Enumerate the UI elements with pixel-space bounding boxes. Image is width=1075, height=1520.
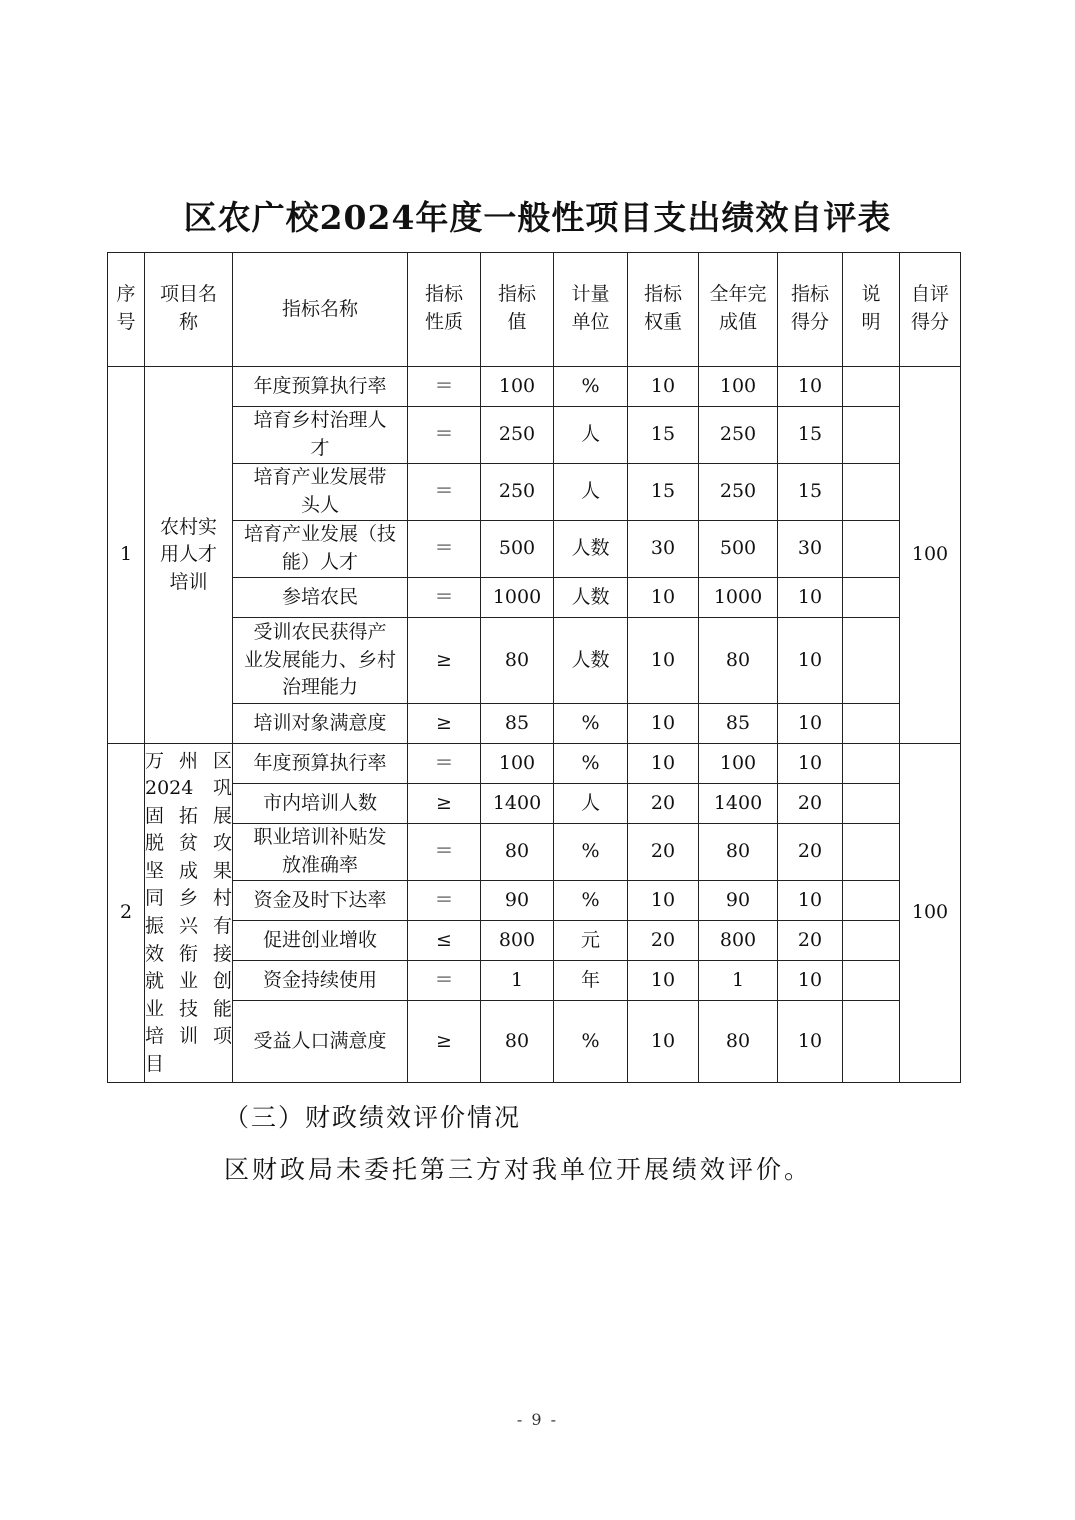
cell-nature: ＝ <box>408 407 481 464</box>
header-project: 项目名 称 <box>145 253 233 367</box>
cell-value: 1 <box>481 961 554 1001</box>
cell-indicator-name <box>233 921 408 961</box>
cell-completed: 90 <box>699 881 778 921</box>
cell-indicator-name <box>233 704 408 744</box>
cell-score: 15 <box>778 407 843 464</box>
cell-unit: % <box>554 744 628 784</box>
table-row <box>108 744 961 784</box>
cell-weight: 10 <box>628 704 699 744</box>
cell-seq: 2 <box>108 744 145 1083</box>
header-value: 指标 值 <box>481 253 554 367</box>
cell-value: 1400 <box>481 784 554 824</box>
project-name-line: 振 兴 有 <box>145 915 232 937</box>
table-row <box>108 1001 961 1083</box>
cell-indicator-name <box>233 407 408 464</box>
cell-weight: 20 <box>628 921 699 961</box>
indicator-name-line: 培育产业发展带 <box>253 466 387 489</box>
table-header-row <box>108 253 961 367</box>
cell-nature: ＝ <box>408 961 481 1001</box>
cell-score: 20 <box>778 921 843 961</box>
indicator-name-line: 放准确率 <box>281 854 358 876</box>
cell-project <box>145 744 233 1083</box>
cell-indicator-name <box>233 618 408 704</box>
cell-nature: ≥ <box>408 704 481 744</box>
cell-unit: % <box>554 367 628 407</box>
table-row <box>108 961 961 1001</box>
cell-weight: 15 <box>628 407 699 464</box>
cell-nature: ＝ <box>408 744 481 784</box>
cell-score: 20 <box>778 824 843 881</box>
project-name-line: 2024 巩 <box>145 777 232 800</box>
cell-note <box>843 744 900 784</box>
cell-project <box>145 367 233 744</box>
cell-score: 10 <box>778 618 843 704</box>
header-note: 说 明 <box>843 253 900 367</box>
cell-value: 85 <box>481 704 554 744</box>
cell-weight: 30 <box>628 521 699 578</box>
cell-score: 15 <box>778 464 843 521</box>
project-name-line: 目 <box>145 1052 165 1075</box>
cell-weight: 10 <box>628 744 699 784</box>
cell-completed: 100 <box>699 367 778 407</box>
cell-value: 80 <box>481 618 554 704</box>
cell-value: 250 <box>481 464 554 521</box>
indicator-name-line: 年度预算执行率 <box>253 374 387 397</box>
project-name-line: 同 乡 村 <box>145 887 232 910</box>
cell-completed: 500 <box>699 521 778 578</box>
cell-note <box>843 1001 900 1083</box>
project-name-line: 效 衔 接 <box>145 942 232 965</box>
cell-completed: 1 <box>699 961 778 1001</box>
cell-note <box>843 618 900 704</box>
project-name-line: 固 拓 展 <box>145 804 232 827</box>
cell-unit: 人 <box>554 407 628 464</box>
cell-indicator-name <box>233 784 408 824</box>
cell-nature: ＝ <box>408 367 481 407</box>
header-completed: 全年完 成值 <box>699 253 778 367</box>
table-row <box>108 367 961 407</box>
cell-value: 250 <box>481 407 554 464</box>
cell-unit: 人数 <box>554 521 628 578</box>
cell-score: 10 <box>778 367 843 407</box>
cell-indicator-name <box>233 961 408 1001</box>
indicator-name-line: 才 <box>310 437 330 459</box>
indicator-name-line: 受训农民获得产 <box>253 621 387 644</box>
table-row <box>108 704 961 744</box>
cell-weight: 15 <box>628 464 699 521</box>
indicator-name-line: 年度预算执行率 <box>253 751 387 774</box>
cell-score: 10 <box>778 961 843 1001</box>
indicator-name-line: 促进创业增收 <box>262 928 377 951</box>
cell-note <box>843 464 900 521</box>
header-seq: 序 号 <box>108 253 145 367</box>
section-heading: （三）财政绩效评价情况 <box>224 1103 522 1132</box>
table-row <box>108 824 961 881</box>
cell-score: 20 <box>778 784 843 824</box>
table-row <box>108 521 961 578</box>
cell-value: 800 <box>481 921 554 961</box>
cell-weight: 10 <box>628 618 699 704</box>
project-name-line: 培 训 项 <box>145 1025 232 1048</box>
project-name-line: 农村实 <box>159 515 217 538</box>
cell-note <box>843 881 900 921</box>
cell-weight: 10 <box>628 367 699 407</box>
project-name-line: 业 技 能 <box>145 997 232 1020</box>
cell-indicator-name <box>233 881 408 921</box>
indicator-name-line: 治理能力 <box>281 676 358 699</box>
cell-weight: 10 <box>628 961 699 1001</box>
cell-note <box>843 824 900 881</box>
cell-note <box>843 578 900 618</box>
cell-unit: 人数 <box>554 578 628 618</box>
header-score: 指标 得分 <box>778 253 843 367</box>
header-unit: 计量 单位 <box>554 253 628 367</box>
cell-nature: ≥ <box>408 1001 481 1083</box>
indicator-name-line: 受益人口满意度 <box>253 1029 387 1052</box>
project-name-line: 脱 贫 攻 <box>145 832 232 855</box>
cell-completed: 80 <box>699 1001 778 1083</box>
cell-nature: ＝ <box>408 881 481 921</box>
cell-self-score: 100 <box>900 367 961 744</box>
cell-unit: % <box>554 1001 628 1083</box>
cell-nature: ≥ <box>408 784 481 824</box>
indicator-name-line: 培育乡村治理人 <box>253 409 387 432</box>
cell-indicator-name <box>233 464 408 521</box>
cell-indicator-name <box>233 367 408 407</box>
cell-weight: 20 <box>628 784 699 824</box>
cell-nature: ＝ <box>408 464 481 521</box>
cell-value: 100 <box>481 367 554 407</box>
cell-note <box>843 407 900 464</box>
table-row <box>108 464 961 521</box>
cell-completed: 80 <box>699 618 778 704</box>
cell-value: 90 <box>481 881 554 921</box>
cell-score: 10 <box>778 1001 843 1083</box>
performance-table <box>107 252 961 1083</box>
header-weight: 指标 权重 <box>628 253 699 367</box>
indicator-name-line: 市内培训人数 <box>262 791 377 814</box>
cell-unit: % <box>554 881 628 921</box>
cell-nature: ＝ <box>408 824 481 881</box>
cell-completed: 80 <box>699 824 778 881</box>
indicator-name-line: 参培农民 <box>281 585 358 608</box>
table-row <box>108 881 961 921</box>
indicator-name-line: 能）人才 <box>281 551 358 573</box>
cell-weight: 10 <box>628 1001 699 1083</box>
cell-nature: ＝ <box>408 521 481 578</box>
cell-note <box>843 367 900 407</box>
cell-indicator-name <box>233 521 408 578</box>
indicator-name-line: 资金及时下达率 <box>253 888 387 911</box>
header-self-score: 自评 得分 <box>900 253 961 367</box>
cell-self-score: 100 <box>900 744 961 1083</box>
cell-completed: 1000 <box>699 578 778 618</box>
cell-value: 80 <box>481 824 554 881</box>
project-name-line: 就 业 创 <box>145 970 232 993</box>
indicator-name-line: 培育产业发展（技 <box>243 523 396 546</box>
cell-completed: 250 <box>699 464 778 521</box>
indicator-name-line: 职业培训补贴发 <box>253 826 387 849</box>
table-row <box>108 784 961 824</box>
cell-completed: 250 <box>699 407 778 464</box>
cell-nature: ≥ <box>408 618 481 704</box>
project-name-line: 用人才 <box>159 543 217 566</box>
table-row <box>108 921 961 961</box>
cell-nature: ≤ <box>408 921 481 961</box>
indicator-name-line: 资金持续使用 <box>262 968 377 991</box>
cell-unit: % <box>554 824 628 881</box>
cell-unit: 人数 <box>554 618 628 704</box>
table-row <box>108 578 961 618</box>
cell-weight: 20 <box>628 824 699 881</box>
project-name-line: 坚 成 果 <box>145 859 232 882</box>
cell-unit: 元 <box>554 921 628 961</box>
cell-score: 10 <box>778 704 843 744</box>
indicator-name-line: 业发展能力、乡村 <box>243 648 396 671</box>
cell-completed: 800 <box>699 921 778 961</box>
project-name-line: 培训 <box>169 570 208 593</box>
cell-score: 10 <box>778 881 843 921</box>
table-row <box>108 618 961 704</box>
cell-note <box>843 921 900 961</box>
cell-value: 100 <box>481 744 554 784</box>
header-nature: 指标 性质 <box>408 253 481 367</box>
header-indicator: 指标名称 <box>233 253 408 367</box>
cell-nature: ＝ <box>408 578 481 618</box>
page-number: - 9 - <box>516 1410 559 1429</box>
cell-indicator-name <box>233 1001 408 1083</box>
indicator-name-line: 头人 <box>300 494 339 516</box>
cell-value: 1000 <box>481 578 554 618</box>
cell-value: 500 <box>481 521 554 578</box>
cell-indicator-name <box>233 578 408 618</box>
cell-completed: 85 <box>699 704 778 744</box>
cell-score: 10 <box>778 744 843 784</box>
cell-weight: 10 <box>628 881 699 921</box>
cell-completed: 1400 <box>699 784 778 824</box>
page-title: 区农广校2024年度一般性项目支出绩效自评表 <box>183 198 892 237</box>
body-paragraph: 区财政局未委托第三方对我单位开展绩效评价。 <box>224 1155 813 1184</box>
cell-unit: % <box>554 704 628 744</box>
cell-score: 10 <box>778 578 843 618</box>
cell-indicator-name <box>233 744 408 784</box>
cell-indicator-name <box>233 824 408 881</box>
indicator-name-line: 培训对象满意度 <box>253 711 387 734</box>
cell-score: 30 <box>778 521 843 578</box>
cell-note <box>843 521 900 578</box>
cell-unit: 人 <box>554 784 628 824</box>
project-name-line: 万 州 区 <box>145 749 232 772</box>
cell-note <box>843 961 900 1001</box>
cell-unit: 人 <box>554 464 628 521</box>
table-body <box>108 367 961 1083</box>
cell-seq: 1 <box>108 367 145 744</box>
table-row <box>108 407 961 464</box>
cell-weight: 10 <box>628 578 699 618</box>
cell-value: 80 <box>481 1001 554 1083</box>
cell-note <box>843 784 900 824</box>
cell-completed: 100 <box>699 744 778 784</box>
cell-unit: 年 <box>554 961 628 1001</box>
cell-note <box>843 704 900 744</box>
